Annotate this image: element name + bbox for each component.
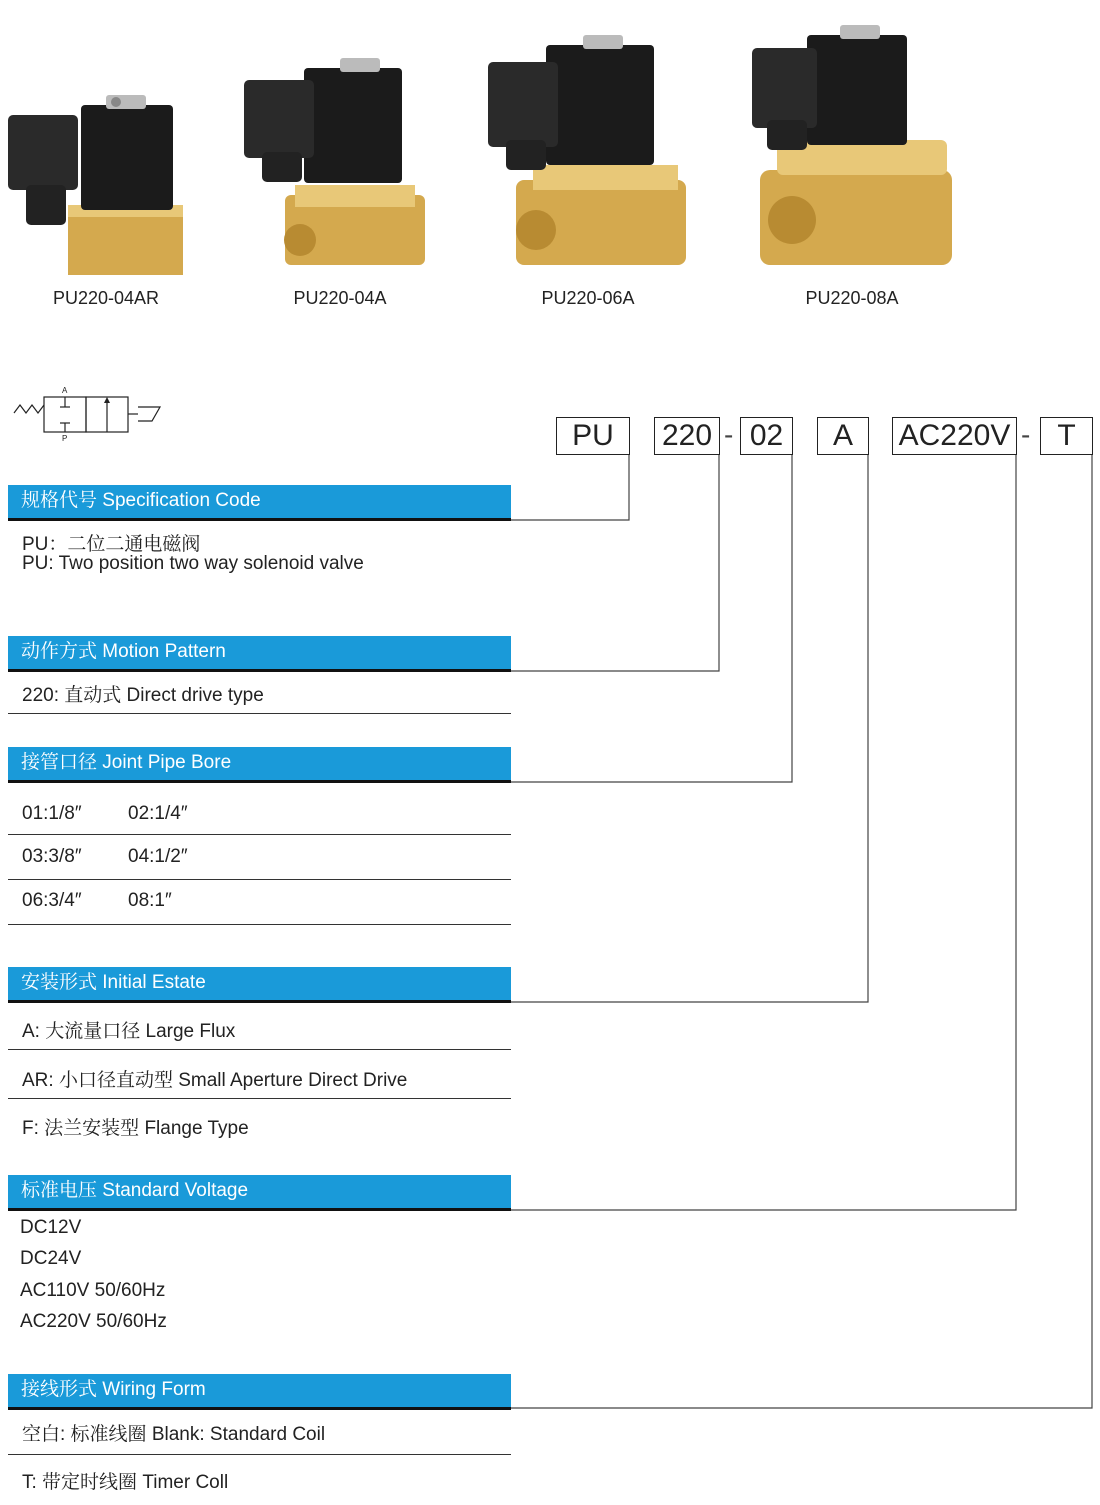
product-name: PU220-04A: [293, 288, 387, 308]
estate-item: AR: 小口径直动型 Small Aperture Direct Drive: [22, 1070, 408, 1091]
code-voltage-box: AC220V: [892, 417, 1017, 455]
code-estate-box: A: [817, 417, 869, 455]
code-dash: -: [724, 419, 734, 450]
divider: [8, 1098, 511, 1099]
section-header-wiring: 接线形式 Wiring Form: [8, 1374, 511, 1410]
valve-image: [752, 20, 952, 280]
valve-symbol-icon: [10, 383, 180, 448]
port-p-label: P: [62, 434, 68, 443]
product-pu220-04ar: [6, 20, 206, 320]
section-header-motion: 动作方式 Motion Pattern: [8, 636, 511, 672]
estate-item: F: 法兰安装型 Flange Type: [22, 1118, 249, 1139]
product-name: PU220-06A: [541, 288, 635, 308]
motion-line: 220: 直动式 Direct drive type: [22, 685, 264, 706]
code-bore-box: 02: [740, 417, 793, 455]
product-name: PU220-08A: [805, 288, 899, 308]
spec-line-cn: PU：二位二通电磁阀: [22, 534, 201, 555]
valve-image: [6, 20, 206, 280]
section-header-voltage: 标准电压 Standard Voltage: [8, 1175, 511, 1211]
bore-cell: 06:3/4″: [22, 890, 82, 911]
product-pu220-08a: [752, 20, 952, 320]
voltage-item: DC24V: [20, 1248, 82, 1269]
port-a-label: A: [62, 386, 68, 395]
section-header-estate: 安装形式 Initial Estate: [8, 967, 511, 1003]
code-dash: -: [1021, 419, 1031, 450]
code-wiring-box: T: [1040, 417, 1093, 455]
bore-cell: 03:3/8″: [22, 846, 82, 867]
divider: [8, 1454, 511, 1455]
divider: [8, 713, 511, 714]
spec-line-en: PU: Two position two way solenoid valve: [22, 553, 364, 574]
divider: [8, 879, 511, 880]
divider: [8, 834, 511, 835]
estate-item: A: 大流量口径 Large Flux: [22, 1021, 236, 1042]
wiring-item: 空白: 标准线圈 Blank: Standard Coil: [22, 1424, 326, 1445]
valve-image: [240, 20, 440, 280]
bore-cell: 04:1/2″: [128, 846, 188, 867]
valve-image: [488, 20, 688, 280]
voltage-item: AC220V 50/60Hz: [20, 1311, 167, 1332]
divider: [8, 924, 511, 925]
section-header-spec: 规格代号 Specification Code: [8, 485, 511, 521]
product-pu220-06a: [488, 20, 688, 320]
bore-cell: 02:1/4″: [128, 803, 188, 824]
wiring-item: T: 带定时线圈 Timer Coll: [22, 1472, 229, 1493]
voltage-item: AC110V 50/60Hz: [20, 1280, 166, 1301]
code-motion-box: 220: [654, 417, 720, 455]
product-name: PU220-04AR: [52, 288, 160, 308]
product-pu220-04a: [240, 20, 440, 320]
bore-cell: 01:1/8″: [22, 803, 82, 824]
voltage-item: DC12V: [20, 1217, 82, 1238]
section-header-bore: 接管口径 Joint Pipe Bore: [8, 747, 511, 783]
code-series-box: PU: [556, 417, 630, 455]
divider: [8, 1049, 511, 1050]
bore-cell: 08:1″: [128, 890, 172, 911]
